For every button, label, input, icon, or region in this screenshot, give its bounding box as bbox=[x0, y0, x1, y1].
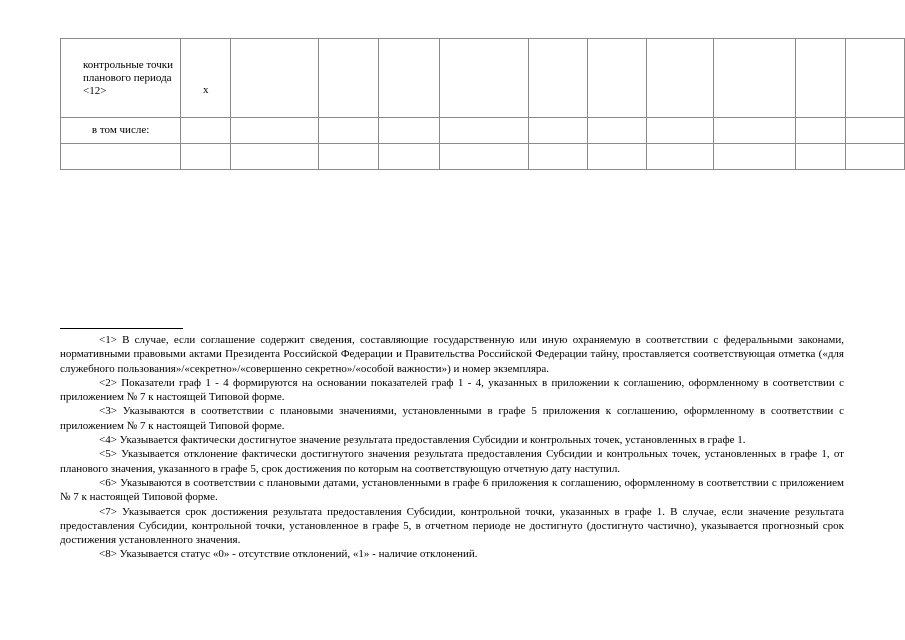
table-cell bbox=[528, 118, 587, 144]
table-cell bbox=[319, 39, 379, 118]
table-cell-mark bbox=[181, 39, 231, 118]
table-cell bbox=[846, 118, 905, 144]
report-table bbox=[60, 38, 905, 170]
table-cell bbox=[846, 39, 905, 118]
table-row bbox=[61, 118, 905, 144]
table-cell bbox=[231, 144, 319, 170]
table-cell bbox=[319, 118, 379, 144]
table-cell bbox=[713, 39, 795, 118]
table-cell bbox=[846, 144, 905, 170]
table-cell bbox=[379, 39, 440, 118]
not-applicable-mark: x bbox=[202, 83, 209, 96]
footnote-7: <7> Указывается срок достижения результата предоставления Субсидии, контрольной точки, указанных в графе 1. В случае, если значение результата предоставления Субсидии, контрольной точки, установленное в графе 5, в отчетном периоде не достигнуто (достигнуто частично), указывается прогнозный срок достижения установленного значения. bbox=[60, 505, 844, 547]
footnote-8: <8> Указывается статус «0» - отсутствие отклонений, «1» - наличие отклонений. bbox=[99, 548, 478, 561]
including-label: в том числе: bbox=[91, 124, 150, 136]
table-cell bbox=[319, 144, 379, 170]
table-cell bbox=[181, 144, 231, 170]
table-cell bbox=[439, 144, 528, 170]
footnote-1: <1> В случае, если соглашение содержит сведения, составляющие государственную или иную охраняемую в соответствии с федеральными законами, нормативными правовыми актами Президента Российской Федерации и Правительства Российской Федерации тайну, проставляется соответствующая отметка («для служебного пользования»/«секретно»/«совершенно секретно»/«особой важности») и номер экземпляра. bbox=[60, 334, 844, 375]
table-row bbox=[61, 144, 905, 170]
footnote-2: <2> Показатели граф 1 - 4 формируются на основании показателей граф 1 - 4, указанных в приложении к соглашению, оформленному в соответствии с приложением № 7 к настоящей Типовой форме. bbox=[60, 376, 844, 404]
table-cell bbox=[647, 144, 714, 170]
footnote-3: <3> Указываются в соответствии с плановыми значениями, установленными в графе 5 приложения к соглашению, оформленному в соответствии с приложением № 7 к настоящей Типовой форме. bbox=[60, 405, 844, 432]
table-cell bbox=[528, 144, 587, 170]
table-cell bbox=[231, 39, 319, 118]
table-cell bbox=[379, 118, 440, 144]
table-cell bbox=[587, 39, 647, 118]
table-cell bbox=[796, 39, 846, 118]
table-cell-label bbox=[61, 39, 181, 118]
table-cell bbox=[647, 39, 714, 118]
table-cell bbox=[713, 144, 795, 170]
table-cell bbox=[796, 118, 846, 144]
table-cell bbox=[439, 118, 528, 144]
table-cell bbox=[181, 118, 231, 144]
table-cell bbox=[231, 118, 319, 144]
table-cell bbox=[379, 144, 440, 170]
table-cell bbox=[587, 118, 647, 144]
table-cell bbox=[713, 118, 795, 144]
footnote-4: <4> Указывается фактически достигнутое значение результата предоставления Субсидии и контрольных точек, установленных в графе 1. bbox=[99, 434, 746, 447]
table-cell bbox=[61, 144, 181, 170]
table-cell bbox=[796, 144, 846, 170]
table-cell-label bbox=[61, 118, 181, 144]
footnote-5: <5> Указывается отклонение фактически достигнутого значения результата предоставления Субсидии и контрольных точек, установленных в графе 1, от планового значения, указанного в графе 5, срок достижения по которым на соответствующую отчетную дату наступил. bbox=[60, 448, 844, 475]
table-cell bbox=[647, 118, 714, 144]
table-cell bbox=[587, 144, 647, 170]
control-points-label: контрольные точки планового периода <12> bbox=[83, 58, 174, 97]
footnote-separator bbox=[60, 328, 183, 329]
table-row bbox=[61, 39, 905, 118]
table-cell bbox=[528, 39, 587, 118]
footnote-6: <6> Указываются в соответствии с плановыми датами, установленными в графе 6 приложения к соглашению, оформленному в соответствии с приложением № 7 к настоящей Типовой форме. bbox=[60, 476, 844, 504]
footnotes bbox=[60, 333, 844, 562]
table-cell bbox=[439, 39, 528, 118]
